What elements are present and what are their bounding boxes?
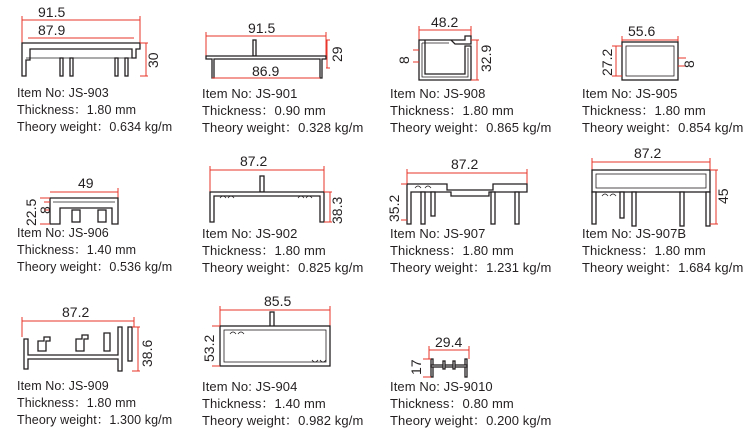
profile-card-js-908 [385, 0, 580, 140]
thickness-label: Thickness： [582, 103, 655, 118]
thickness-value: 1.80 mm [654, 243, 706, 258]
dimension-label: 49 [78, 175, 94, 191]
weight-value: 1.300 kg/m [109, 413, 173, 427]
spec-block [390, 225, 551, 276]
weight-value: 0.854 kg/m [678, 120, 744, 135]
weight-label: Theory weight： [202, 413, 299, 428]
profile-drawing-js-907b [578, 145, 750, 228]
spec-block [17, 225, 172, 276]
weight-label: Theory weight： [582, 120, 679, 135]
profile-card-js-904 [190, 286, 385, 428]
dimension-label: 87.9 [38, 22, 66, 38]
dimension-label: 22.5 [23, 198, 39, 226]
dimension-label: 27.2 [599, 48, 615, 76]
thickness-value: 1.80 mm [654, 103, 706, 118]
dimension-label: 45 [715, 188, 731, 204]
item-label: Item No: [17, 379, 69, 393]
weight-value: 0.982 kg/m [298, 413, 364, 428]
item-number: JS-905 [635, 86, 678, 101]
spec-block [17, 85, 172, 136]
profile-drawing-js-9010 [385, 325, 580, 381]
item-number: JS-904 [255, 379, 298, 394]
item-label: Item No: [582, 226, 636, 241]
weight-value: 1.231 kg/m [486, 260, 552, 275]
weight-label: Theory weight： [17, 413, 110, 427]
item-number: JS-903 [68, 86, 109, 100]
thickness-label: Thickness： [17, 243, 87, 257]
thickness-label: Thickness： [202, 396, 275, 411]
weight-label: Theory weight： [390, 413, 487, 428]
thickness-value: 1.80 mm [86, 396, 137, 410]
thickness-value: 0.80 mm [462, 396, 514, 411]
dimension-label: 87.2 [240, 153, 268, 169]
weight-label: Theory weight： [202, 260, 299, 275]
dimension-label: 86.9 [252, 63, 280, 79]
item-label: Item No: [390, 226, 444, 241]
dimension-label: 38.3 [329, 196, 345, 224]
profile-drawing-js-907 [385, 150, 580, 228]
spec-block [390, 85, 551, 136]
profile-drawing-js-909 [0, 293, 190, 375]
dimension-label: 48.2 [431, 14, 459, 30]
dimension-label: 35.2 [386, 194, 402, 222]
dimension-label: 91.5 [248, 20, 276, 36]
item-label: Item No: [390, 379, 444, 394]
dimension-label: 87.2 [62, 304, 90, 320]
item-label: Item No: [202, 379, 256, 394]
weight-value: 0.536 kg/m [109, 260, 173, 274]
item-number: JS-908 [443, 86, 486, 101]
item-number: JS-907B [635, 226, 687, 241]
profile-drawing-js-904 [190, 286, 385, 376]
profile-drawing-js-901 [190, 0, 380, 90]
weight-value: 0.328 kg/m [298, 120, 364, 135]
item-number: JS-9010 [443, 379, 493, 394]
item-number: JS-909 [68, 379, 109, 393]
profile-card-js-9010 [385, 325, 580, 428]
spec-block [17, 378, 172, 429]
profile-card-js-902 [190, 150, 380, 280]
dimension-label: 8 [396, 56, 412, 64]
dimension-label: 30 [145, 52, 161, 68]
item-number: JS-901 [255, 86, 298, 101]
item-number: JS-906 [68, 226, 109, 240]
dimension-label: 38.6 [139, 339, 155, 367]
dimension-label: 53.2 [201, 334, 217, 362]
item-label: Item No: [17, 86, 69, 100]
dimension-label: 87.2 [451, 156, 479, 172]
thickness-value: 0.90 mm [274, 103, 326, 118]
profile-drawing-js-902 [190, 150, 380, 228]
weight-value: 0.865 kg/m [486, 120, 552, 135]
profile-card-js-903 [0, 0, 190, 140]
thickness-value: 1.80 mm [86, 103, 137, 117]
profile-drawing-js-903 [0, 0, 190, 90]
spec-block [582, 225, 743, 276]
thickness-label: Thickness： [202, 243, 275, 258]
item-label: Item No: [202, 226, 256, 241]
weight-label: Theory weight： [202, 120, 299, 135]
thickness-value: 1.40 mm [274, 396, 326, 411]
dimension-label: 8 [37, 206, 53, 214]
dimension-label: 55.6 [628, 23, 656, 39]
weight-value: 1.684 kg/m [678, 260, 744, 275]
thickness-label: Thickness： [390, 396, 463, 411]
spec-block [202, 225, 363, 276]
spec-block [582, 85, 743, 136]
spec-block [202, 85, 363, 136]
item-number: JS-907 [443, 226, 486, 241]
profile-card-js-905 [578, 0, 750, 140]
weight-value: 0.825 kg/m [298, 260, 364, 275]
item-number: JS-902 [255, 226, 298, 241]
weight-label: Theory weight： [582, 260, 679, 275]
dimension-label: 87.2 [634, 145, 662, 161]
thickness-label: Thickness： [202, 103, 275, 118]
profile-drawing-js-908 [385, 0, 580, 90]
item-label: Item No: [582, 86, 636, 101]
profile-drawing-js-906 [0, 150, 190, 228]
dimension-label: 85.5 [264, 293, 292, 309]
dimension-label: 91.5 [38, 4, 66, 20]
dimension-label: 8 [681, 60, 697, 68]
weight-value: 0.634 kg/m [109, 120, 173, 134]
thickness-value: 1.80 mm [462, 243, 514, 258]
item-label: Item No: [202, 86, 256, 101]
thickness-value: 1.80 mm [274, 243, 326, 258]
profile-card-js-909 [0, 293, 190, 425]
thickness-label: Thickness： [582, 243, 655, 258]
thickness-label: Thickness： [390, 103, 463, 118]
spec-block [202, 378, 363, 429]
weight-label: Theory weight： [17, 120, 110, 134]
weight-label: Theory weight： [390, 260, 487, 275]
profile-card-js-901 [190, 0, 380, 140]
thickness-value: 1.40 mm [86, 243, 137, 257]
thickness-value: 1.80 mm [462, 103, 514, 118]
thickness-label: Thickness： [17, 103, 87, 117]
dimension-label: 29 [329, 46, 345, 62]
thickness-label: Thickness： [390, 243, 463, 258]
weight-label: Theory weight： [17, 260, 110, 274]
dimension-label: 29.4 [435, 334, 463, 350]
dimension-label: 32.9 [478, 44, 494, 72]
profile-card-js-907b [578, 145, 750, 280]
dimension-label: 17 [408, 359, 424, 375]
weight-value: 0.200 kg/m [486, 413, 552, 428]
profile-card-js-906 [0, 150, 190, 280]
item-label: Item No: [17, 226, 69, 240]
profile-card-js-907 [385, 150, 580, 280]
thickness-label: Thickness： [17, 396, 87, 410]
spec-block [390, 378, 551, 429]
item-label: Item No: [390, 86, 444, 101]
weight-label: Theory weight： [390, 120, 487, 135]
profile-drawing-js-905 [578, 0, 750, 90]
